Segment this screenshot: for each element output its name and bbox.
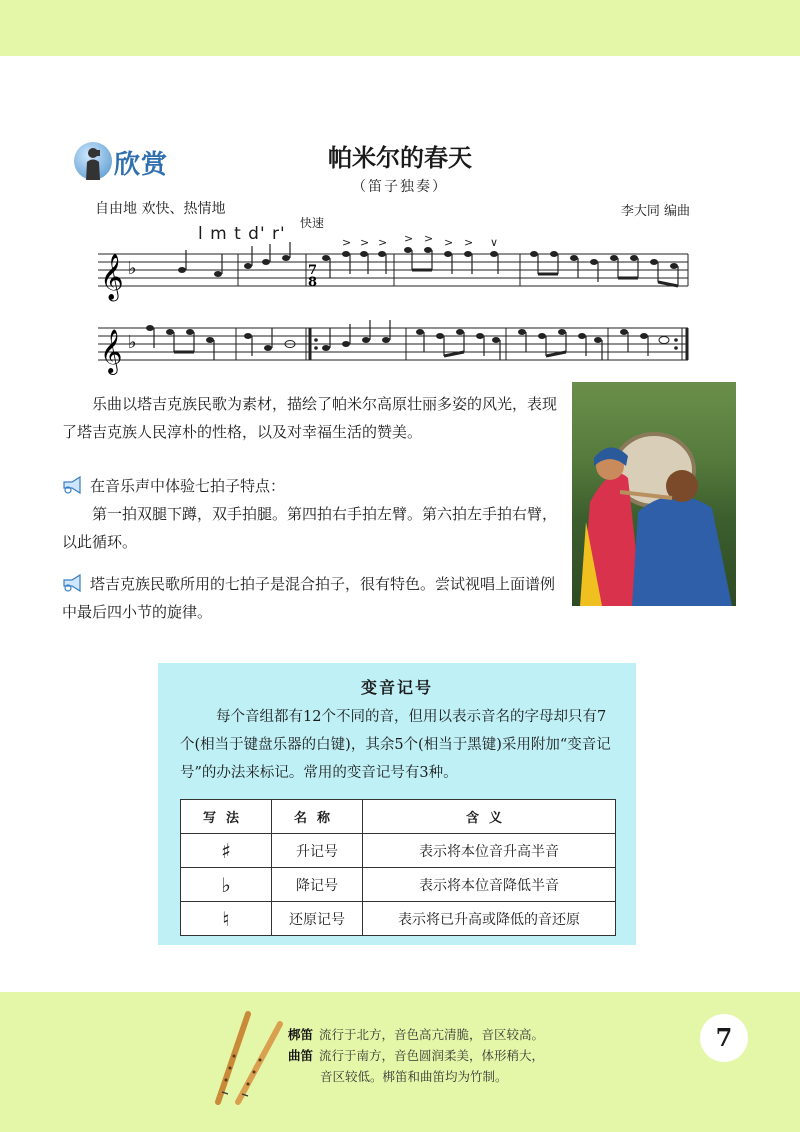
activity-paragraph: [62, 472, 562, 556]
flat-symbol: ♭: [181, 868, 272, 902]
svg-text:∨: ∨: [490, 236, 499, 249]
table-row: [181, 902, 616, 936]
svg-text:>: >: [360, 236, 370, 249]
accidentals-table: [180, 799, 616, 936]
sign-meaning: 表示将已升高或降低的音还原: [363, 902, 616, 936]
table-header-row: [181, 800, 616, 834]
svg-text:>: >: [378, 236, 388, 249]
svg-text:>: >: [342, 236, 352, 249]
svg-text:7: 7: [308, 263, 318, 278]
table-row: [181, 868, 616, 902]
top-band: [0, 0, 800, 56]
sign-meaning: 表示将本位音降低半音: [363, 868, 616, 902]
header-notation: 写法: [181, 800, 272, 834]
sign-name: 降记号: [272, 868, 363, 902]
badge-label: 欣赏: [114, 150, 169, 180]
svg-text:>: >: [464, 236, 474, 249]
qudi-text: 流行于南方，音色圆润柔美，体形稍大，: [319, 1048, 545, 1063]
sign-name: 升记号: [272, 834, 363, 868]
sign-meaning: 表示将本位音升高半音: [363, 834, 616, 868]
description-paragraph: 乐曲以塔吉克族民歌为素材，描绘了帕米尔高原壮丽多姿的风光，表现了塔吉克族人民淳朴的性格，以及对幸福生活的赞美。: [62, 395, 558, 441]
performer-photo: [572, 382, 736, 606]
tempo-marking: 自由地 欢快、热情地: [95, 201, 226, 217]
svg-text:8: 8: [308, 275, 318, 290]
header-meaning: 含义: [363, 800, 616, 834]
qudi-label: 曲笛: [288, 1048, 314, 1063]
info-box-title: 变音记号: [360, 678, 433, 697]
flute-notes: [288, 1024, 544, 1087]
bangdi-label: 梆笛: [288, 1027, 314, 1042]
performer-photo-image: [572, 382, 736, 606]
svg-text:♭: ♭: [128, 332, 137, 353]
qudi-text-continued: 音区较低。梆笛和曲笛均为竹制。: [320, 1069, 508, 1084]
activity-body: 第一拍双腿下蹲，双手拍腿。第四拍右手拍左臂。第六拍左手拍右臂，以此循环。: [62, 505, 558, 551]
natural-symbol: ♮: [181, 902, 272, 936]
sharp-symbol: ♯: [181, 834, 272, 868]
piece-subtitle: （笛子独奏）: [352, 179, 448, 195]
piece-title: 帕米尔的春天: [328, 144, 472, 172]
svg-text:𝄞: 𝄞: [100, 254, 124, 300]
svg-text:♭: ♭: [128, 258, 137, 279]
composer-credit: 李大同 编曲: [620, 204, 690, 219]
exercise-paragraph: 塔吉克族民歌所用的七拍子是混合拍子，很有特色。尝试视唱上面谱例中最后四小节的旋律。: [62, 575, 556, 621]
activity-heading: 在音乐声中体验七拍子特点：: [90, 477, 286, 495]
svg-text:𝄞: 𝄞: [100, 329, 123, 373]
svg-text:>: >: [404, 232, 414, 245]
table-row: [181, 834, 616, 868]
svg-text:>: >: [424, 232, 434, 245]
page-number: 7: [700, 1014, 748, 1062]
bangdi-text: 流行于北方，音色高亢清脆，音区较高。: [319, 1027, 545, 1042]
header-name: 名称: [272, 800, 363, 834]
tempo-change-marking: 快速: [300, 216, 325, 230]
svg-text:>: >: [444, 236, 454, 249]
info-box-text: 每个音组都有12个不同的音，但用以表示音名的字母却只有7个(相当于键盘乐器的白键)，其余5个(相当于黑键)采用附加“变音记号”的办法来标记。常用的变音记号有3种。: [180, 709, 611, 781]
accidentals-info-box: [158, 663, 636, 945]
solfa-syllables: l m t d' r': [198, 224, 286, 244]
horn-icon: [62, 476, 84, 494]
horn-icon: [62, 574, 84, 592]
dizi-flutes-icon: [208, 1010, 288, 1106]
music-staff-line-2: [98, 318, 688, 372]
sign-name: 还原记号: [272, 902, 363, 936]
